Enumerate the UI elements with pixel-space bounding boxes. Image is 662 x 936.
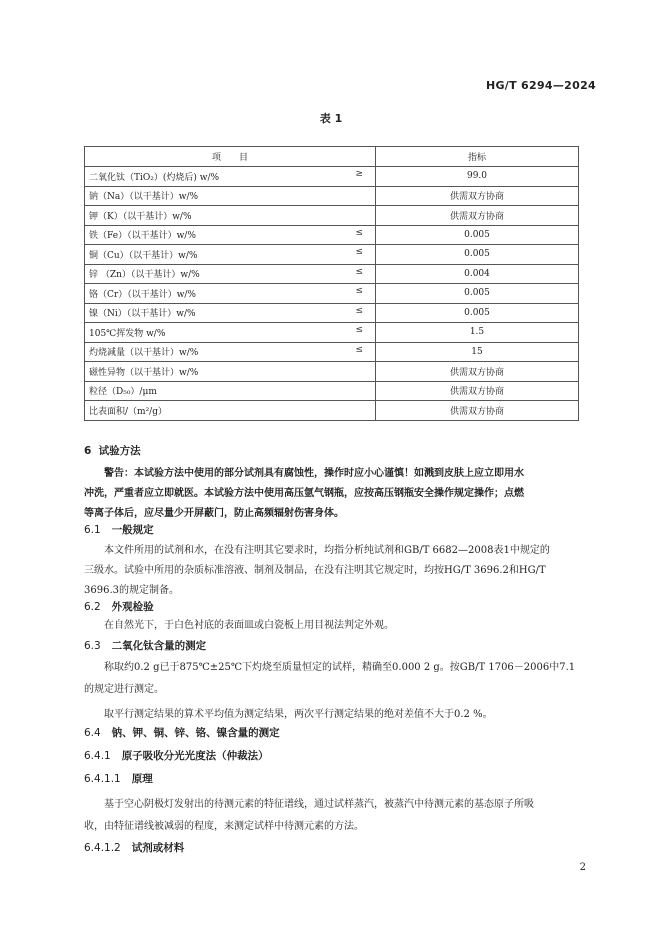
item-label: 钾（K）（以干基计）w/%: [89, 211, 192, 222]
item-label: 铬（Cr）（以干基计）w/%: [89, 289, 196, 300]
table-header-row: [85, 147, 579, 167]
item-cell: [85, 167, 376, 187]
value-cell: 0.005: [376, 284, 579, 304]
table-row: [85, 303, 579, 323]
value-cell: 供需双方协商: [376, 206, 579, 226]
item-label: 钠（Na）（以干基计）w/%: [89, 192, 199, 203]
item-cell: [85, 284, 376, 304]
specification-table: [84, 146, 579, 421]
item-cell: [85, 381, 376, 401]
item-cell: [85, 401, 376, 421]
section-title: 试剂或材料: [131, 842, 185, 854]
limit-symbol: ≤: [355, 227, 363, 238]
value-cell: 供需双方协商: [376, 381, 579, 401]
item-cell: [85, 342, 376, 362]
section-number: 6.1: [84, 524, 101, 536]
table-row: [85, 342, 579, 362]
section-title: 钠、钾、铜、锌、铬、镍含量的测定: [111, 727, 280, 739]
table-body: [85, 167, 579, 421]
value-cell: 1.5: [376, 323, 579, 343]
para-6-4-1-1-line-2: 收，由特征谱线被减弱的程度，来测定试样中待测元素的方法。: [84, 821, 364, 832]
item-label: 比表面积/（m²/g）: [89, 406, 167, 417]
section-title: 一般规定: [111, 524, 154, 536]
value-cell: 0.005: [376, 225, 579, 245]
limit-symbol: ≤: [355, 266, 363, 277]
limit-symbol: ≥: [355, 169, 363, 179]
table-row: [85, 362, 579, 382]
item-cell: [85, 245, 376, 265]
item-cell: [85, 264, 376, 284]
page-number: 2: [579, 862, 586, 873]
para-6-3-line-3: 取平行测定结果的算术平均值为测定结果，两次平行测定结果的绝对差值不大于0.2 %。: [104, 709, 493, 720]
table-row: [85, 167, 579, 187]
para-6-3-line-2: 的规定进行测定。: [84, 684, 164, 695]
section-6-4-1-2-heading: [84, 840, 184, 855]
table-row: [85, 186, 579, 206]
para-6-1-line-1: 本文件所用的试剂和水，在没有注明其它要求时，均指分析纯试剂和GB/T 6682—2008表1中规定的: [104, 545, 550, 556]
table-row: [85, 245, 579, 265]
section-6-4-1-1-heading: [84, 771, 153, 786]
section-6-2-heading: [84, 599, 154, 614]
para-6-4-1-1-line-1: 基于空心阴极灯发射出的待测元素的特征谱线，通过试样蒸汽，被蒸汽中待测元素的基态原子所吸: [104, 799, 534, 810]
item-label: 锌 （Zn）（以干基计）w/%: [89, 270, 200, 281]
item-label: 磁性异物（以干基计）w/%: [89, 367, 199, 378]
section-6-4-heading: [84, 725, 280, 740]
item-cell: [85, 225, 376, 245]
limit-symbol: ≤: [355, 286, 363, 296]
section-number: 6.4.1: [84, 750, 111, 762]
table-row: [85, 401, 579, 421]
para-6-2-line-1: 在自然光下，于白色衬底的表面皿或白瓷板上用目视法判定外观。: [104, 620, 394, 631]
section-title: 原理: [131, 773, 153, 785]
value-cell: 0.004: [376, 264, 579, 284]
item-label: 灼烧减量（以干基计）w/%: [89, 348, 199, 359]
item-label: 粒径（D₅₀）/μm: [89, 387, 157, 398]
item-label: 镍（Ni）（以干基计）w/%: [89, 309, 196, 320]
item-label: 铜（Cu）（以干基计）w/%: [89, 250, 198, 261]
item-cell: [85, 206, 376, 226]
value-cell: 供需双方协商: [376, 401, 579, 421]
item-cell: [85, 323, 376, 343]
table-row: [85, 381, 579, 401]
limit-symbol: ≤: [355, 325, 363, 335]
section-number: 6.4: [84, 727, 101, 739]
standard-code: HG/T 6294—2024: [485, 79, 596, 92]
item-cell: [85, 303, 376, 323]
section-6-1-heading: [84, 522, 154, 537]
warning-line-2: 冲洗，严重者应立即就医。本试验方法中使用高压氩气钢瓶，应按高压钢瓶安全操作规定操作；点燃: [84, 488, 524, 499]
section-6-heading: [84, 443, 141, 458]
value-cell: 0.005: [376, 303, 579, 323]
section-number: 6.4.1.1: [84, 773, 121, 785]
limit-symbol: ≤: [355, 344, 363, 355]
item-label: 二氧化钛（TiO₂）(灼烧后) w/%: [89, 172, 220, 183]
section-number: 6.2: [84, 601, 101, 613]
limit-symbol: ≤: [355, 247, 363, 257]
value-cell: 供需双方协商: [376, 362, 579, 382]
section-number: 6.4.1.2: [84, 842, 121, 854]
item-cell: [85, 186, 376, 206]
section-6-4-1-heading: [84, 748, 269, 763]
column-header-item: 项 目: [85, 147, 376, 167]
item-label: 105℃挥发物 w/%: [89, 328, 166, 339]
warning-line-1: 警告：本试验方法中使用的部分试剂具有腐蚀性，操作时应小心谨慎！如溅到皮肤上应立即用水: [104, 468, 524, 479]
value-cell: 0.005: [376, 245, 579, 265]
value-cell: 15: [376, 342, 579, 362]
warning-line-3: 等离子体后，应尽量少开屏蔽门，防止高频辐射伤害身体。: [84, 508, 344, 519]
table-row: [85, 284, 579, 304]
section-title: 原子吸收分光光度法（仲裁法）: [121, 750, 269, 762]
section-number: 6: [84, 445, 92, 457]
section-title: 试验方法: [98, 445, 141, 457]
value-cell: 99.0: [376, 167, 579, 187]
table-row: [85, 323, 579, 343]
para-6-3-line-1: 称取约0.2 g已于875℃±25℃下灼烧至质量恒定的试样，精确至0.000 2 g。按GB/T 1706－2006中7.1: [104, 662, 576, 673]
limit-symbol: ≤: [355, 305, 363, 316]
para-6-1-line-2: 三级水。试验中所用的杂质标准溶液、制剂及制品，在没有注明其它规定时，均按HG/T 3696.2和HG/T: [84, 565, 546, 576]
value-cell: 供需双方协商: [376, 186, 579, 206]
item-label: 铁（Fe）（以干基计）w/%: [89, 231, 196, 242]
table-row: [85, 264, 579, 284]
table-row: [85, 206, 579, 226]
item-cell: [85, 362, 376, 382]
para-6-1-line-3: 3696.3的规定制备。: [84, 585, 179, 596]
table-row: [85, 225, 579, 245]
column-header-value: 指标: [376, 147, 579, 167]
table-caption: 表 1: [319, 112, 343, 125]
section-title: 外观检验: [111, 601, 154, 613]
section-number: 6.3: [84, 640, 101, 652]
section-title: 二氧化钛含量的测定: [111, 640, 207, 652]
section-6-3-heading: [84, 638, 206, 653]
